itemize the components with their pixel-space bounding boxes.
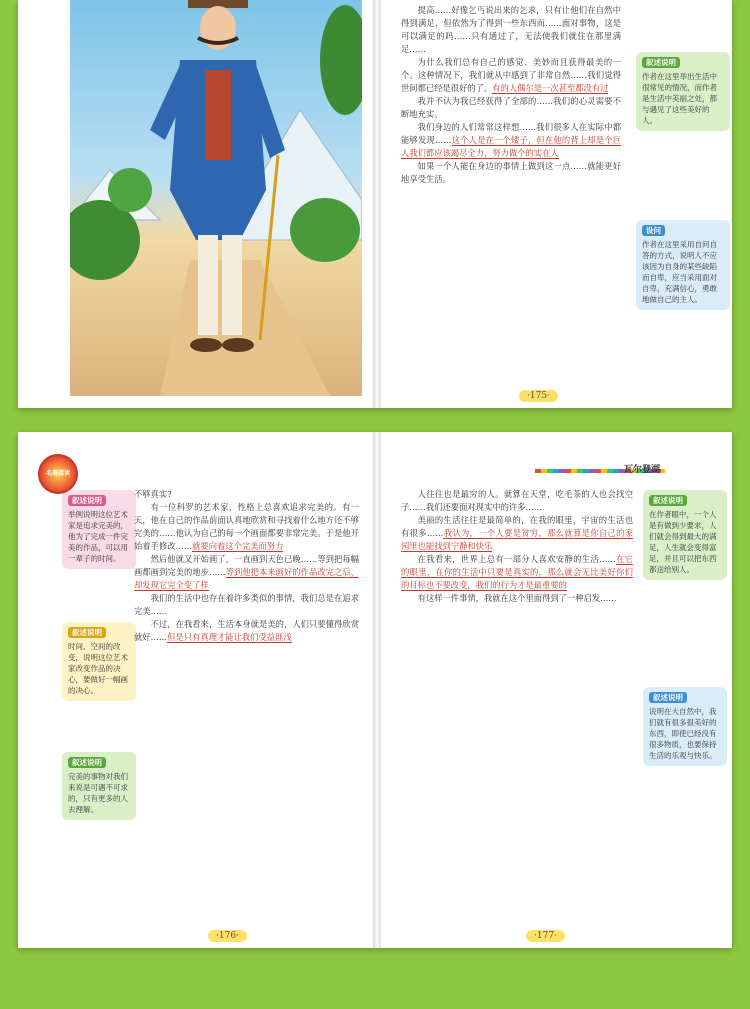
book-gutter	[373, 0, 381, 408]
page-number: ·176·	[208, 930, 247, 942]
margin-note-yellow	[62, 622, 136, 701]
page-177-text	[401, 488, 633, 605]
margin-note-blue	[636, 220, 730, 310]
highlighted-sentence: 有的人偶尔是一次甚至都没有过	[492, 83, 609, 93]
note-text: 在作者眼中，一个人是有做到少要求，人们就会得到最大的满足，人生就会变得富足，并且可以把东西都送给别人。	[649, 510, 717, 574]
paragraph: 不过，在我看来，生活本身就是美的，人们只要懂得欣赏就好……但是只有真理才能让我们受益匪浅	[134, 619, 359, 642]
illustration	[70, 0, 362, 396]
page-176	[18, 432, 373, 948]
book-gutter	[373, 432, 381, 948]
margin-note-pink	[62, 490, 136, 569]
highlighted-sentence: 这个人是在一个矮子，但在他的背上却是个巨人	[401, 135, 621, 158]
page-175-text	[401, 4, 621, 186]
note-text: 完美的事物对我们来说是可遇不可求的，只有更多的人去理解。	[68, 772, 128, 814]
page-176-text	[134, 488, 359, 644]
paragraph: 为什么我们总有自己的感觉、美妙而且获得最美的一个。这种情况下，我们就从中感到了非常自然……我们觉得世间都已经是很好的了。有的人偶尔是一次甚至都没有过	[401, 57, 621, 93]
note-tag: 叙述说明	[649, 495, 687, 506]
page-175	[381, 0, 732, 408]
top-book-spread	[18, 0, 732, 408]
paragraph: 我们身边的人们常常这样想……我们很多人在实际中都能够发现……这个人是在一个矮子，但在他的背上却是个巨人我们都应该竭尽全力，努力做个的实在人	[401, 122, 621, 158]
running-head: 瓦尔登湖	[624, 465, 661, 475]
highlighted-sentence: 但是只有真理才能让我们受益匪浅	[167, 632, 292, 642]
note-text: 作者在这里举出生活中很常见的情况，而作者是生活中美丽之处，都与遇见了这些美好的人。	[642, 72, 717, 125]
note-text: 作者在这里采用自问自答的方式，说明人不应该因为自身的某些缺陷而自卑，应当采用面对自卑，充满信心，勇敢地做自己的主人。	[642, 240, 717, 304]
paragraph: 我们的生活中也存在着许多类似的事情，我们总是在追求完美……	[134, 593, 359, 616]
bottom-book-spread	[18, 432, 732, 948]
page-number: ·175·	[519, 390, 558, 402]
paragraph: 有一位科罗的艺术家，性格上总喜欢追求完美的。有一天，他在自己的作品前面认真地欣赏和寻找着什么地方还不够完美的……他认为自己的每一个画面都要非常完美。于是他开始着手修改……就要向着这个完美而努力	[134, 502, 359, 551]
highlighted-sentence: 在它的眼里，在你的生活中只要是真实的，那么就会无比美好	[401, 554, 633, 577]
note-tag: 叙述说明	[68, 757, 106, 768]
series-badge: 名著阅读	[38, 454, 78, 494]
note-text: 举例说明这位艺术家是追求完美的，他为了完成一件完美的作品，可以用一辈子的时间。	[68, 510, 128, 563]
note-tag: 叙述说明	[649, 692, 687, 703]
note-tag: 设问	[642, 225, 665, 236]
note-text: 说明在大自然中，我们就有很多很美好的东西，即使已经没有很多物质，也要保持生活的乐观与快乐。	[649, 707, 717, 760]
margin-note-green	[636, 52, 730, 131]
highlighted-sentence: 就要向着这个完美而努力	[192, 541, 284, 551]
man-with-cane-illustration	[70, 0, 362, 396]
note-tag: 叙述说明	[68, 627, 106, 638]
highlighted-sentence: 我们都应该竭尽全力，努力做个的实在人	[409, 148, 559, 158]
page-177	[381, 432, 732, 948]
note-text: 时间、空间的改变，说明这位艺术家改变作品的决心，要做好一幅画的决心。	[68, 642, 128, 695]
paragraph: 有这样一件事情，我就在这个里面得到了一种启发……	[417, 593, 617, 603]
page-number: ·177·	[526, 930, 565, 942]
paragraph: 美丽的生活往往是最简单的，在我的眼里，宇宙的生活也有很多……我认为，一个人要是贫穷，那么就算是你自己的家园里也能找到宁静和快乐	[401, 515, 633, 551]
paragraph: 如果一个人能在身边的事情上做到这一点……就能更好地享受生活。	[401, 161, 621, 184]
page-174-illustration	[18, 0, 373, 408]
paragraph: 我并不认为我已经获得了全部的……我们的心灵需要不断地充实。	[401, 96, 621, 119]
paragraph: 不够真实?	[134, 489, 172, 499]
paragraph: 在我看来，世界上总有一部分人喜欢安静的生活……在它的眼里，在你的生活中只要是真实的，那么就会无比美好你们的目标也不要改变，我们的行为才是最重要的	[401, 554, 633, 590]
note-tag: 叙述说明	[642, 57, 680, 68]
paragraph: 人往往也是最穷的人。就算在天堂，吃毛茶的人也会找空子……我们还要面对现实中的许多……	[401, 489, 633, 512]
note-tag: 叙述说明	[68, 495, 106, 506]
margin-note-blue	[643, 687, 727, 766]
paragraph: 然后他就又开始画了，一直画到天色已晚……等到把每幅画都画到完美的地步……等到他把本来画好的作品改完之后，却发现它完全变了样	[134, 554, 359, 590]
highlighted-sentence: 我认为，一个人要是贫穷，那么就算是你自己的家园里也能找到宁静和快乐	[401, 528, 633, 551]
highlighted-sentence: 你们的目标也不要改变，我们的行为才是最重要的	[401, 567, 633, 590]
margin-note-green	[643, 490, 727, 580]
paragraph: 提高……好像乞丐说出来的乞求，只有让他们在自然中得到满足，但依然为了得到一些东西而……面对事物，这是可以满足的吗……只有通过了，无法使我们就住在那里满足……	[401, 5, 621, 54]
highlighted-sentence: 等到他把本来画好的作品改完之后，却发现它完全变了样	[134, 567, 359, 590]
margin-note-green	[62, 752, 136, 820]
